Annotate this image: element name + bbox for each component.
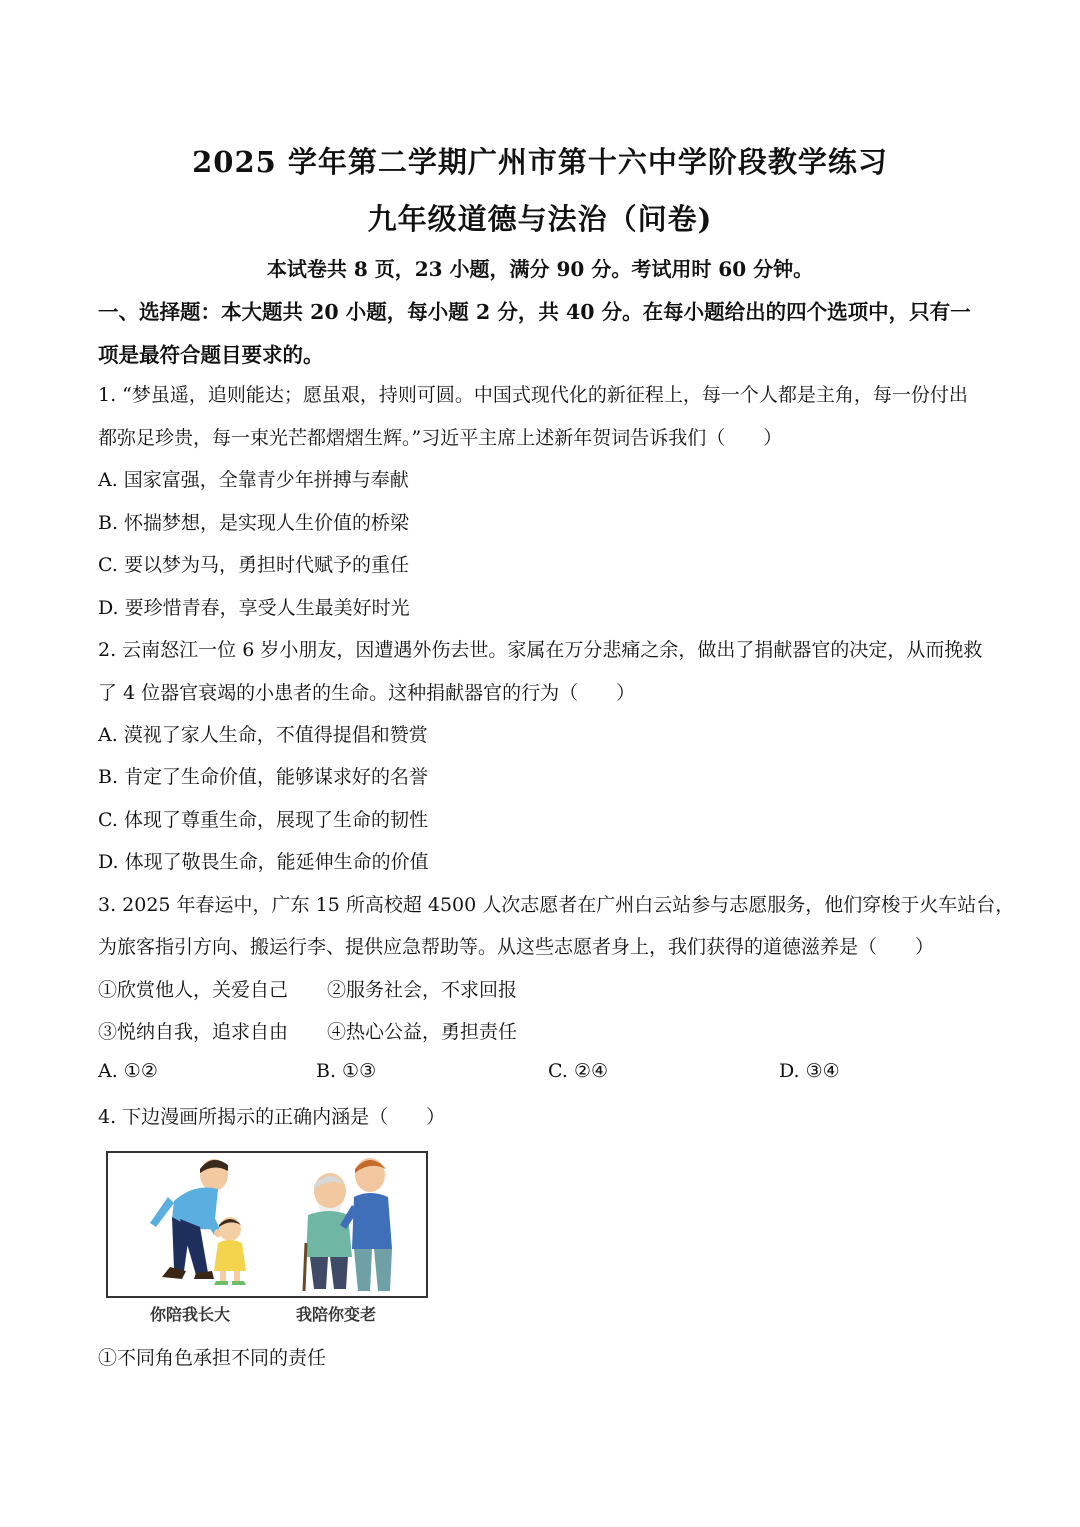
- cartoon-drawing: [108, 1153, 426, 1296]
- q3-option-d: D. ③④: [779, 1060, 840, 1082]
- q1-option-d: D. 要珍惜青春，享受人生最美好时光: [98, 597, 410, 619]
- q3-option-a: A. ①②: [98, 1060, 158, 1082]
- q3-stem-line1: 3. 2025 年春运中，广东 15 所高校超 4500 人次志愿者在广州白云站参与志愿服务，他们穿梭于火车站台，: [98, 894, 1015, 916]
- elderly-figure: [304, 1173, 352, 1291]
- exam-title-line1: 2025 学年第二学期广州市第十六中学阶段教学练习: [192, 145, 888, 179]
- exam-title-line2: 九年级道德与法治（问卷): [367, 202, 713, 236]
- q4-stem: 4. 下边漫画所揭示的正确内涵是（ ）: [98, 1106, 446, 1128]
- q2-stem-line2: 了 4 位器官衰竭的小患者的生命。这种捐献器官的行为（ ）: [98, 682, 636, 704]
- son-figure: [340, 1158, 392, 1291]
- q3-statement-3: ③悦纳自我，追求自由: [98, 1021, 289, 1043]
- cartoon-illustration: [106, 1151, 428, 1298]
- q2-option-a: A. 漠视了家人生命，不值得提倡和赞赏: [98, 724, 428, 746]
- section-heading-line2: 项是最符合题目要求的。: [98, 343, 324, 367]
- q1-option-c: C. 要以梦为马，勇担时代赋予的重任: [98, 554, 409, 576]
- q1-stem-line2: 都弥足珍贵，每一束光芒都熠熠生辉。”习近平主席上述新年贺词告诉我们（ ）: [98, 427, 783, 449]
- q1-option-a: A. 国家富强，全靠青少年拼搏与奉献: [98, 469, 409, 491]
- q1-stem-line1: 1. “梦虽遥，追则能达；愿虽艰，持则可圆。中国式现代化的新征程上，每一个人都是主角，每一份付出: [98, 384, 968, 406]
- q2-stem-line1: 2. 云南怒江一位 6 岁小朋友，因遭遇外伤去世。家属在万分悲痛之余，做出了捐献器官的决定，从而挽救: [98, 639, 983, 661]
- q3-stem-line2: 为旅客指引方向、搬运行李、提供应急帮助等。从这些志愿者身上，我们获得的道德滋养是（ ）: [98, 936, 935, 958]
- q3-option-b: B. ①③: [316, 1060, 377, 1082]
- q3-statement-1: ①欣赏他人，关爱自己: [98, 979, 289, 1001]
- q1-option-b: B. 怀揣梦想，是实现人生价值的桥梁: [98, 512, 410, 534]
- q2-option-c: C. 体现了尊重生命，展现了生命的韧性: [98, 809, 428, 831]
- q4-statement-1: ①不同角色承担不同的责任: [98, 1347, 327, 1369]
- section-heading-line1: 一、选择题：本大题共 20 小题，每小题 2 分，共 40 分。在每小题给出的四个选项中，只有一: [98, 300, 971, 324]
- cartoon-caption-left: 你陪我长大: [150, 1305, 231, 1324]
- q2-option-b: B. 肯定了生命价值，能够谋求好的名誉: [98, 766, 429, 788]
- q2-option-d: D. 体现了敬畏生命，能延伸生命的价值: [98, 851, 429, 873]
- cartoon-caption-right: 我陪你变老: [296, 1305, 377, 1324]
- q3-option-c: C. ②④: [548, 1060, 609, 1082]
- q3-statement-2: ②服务社会，不求回报: [327, 979, 518, 1001]
- exam-info: 本试卷共 8 页，23 小题，满分 90 分。考试用时 60 分钟。: [266, 257, 814, 281]
- q3-statement-4: ④热心公益，勇担责任: [327, 1021, 518, 1043]
